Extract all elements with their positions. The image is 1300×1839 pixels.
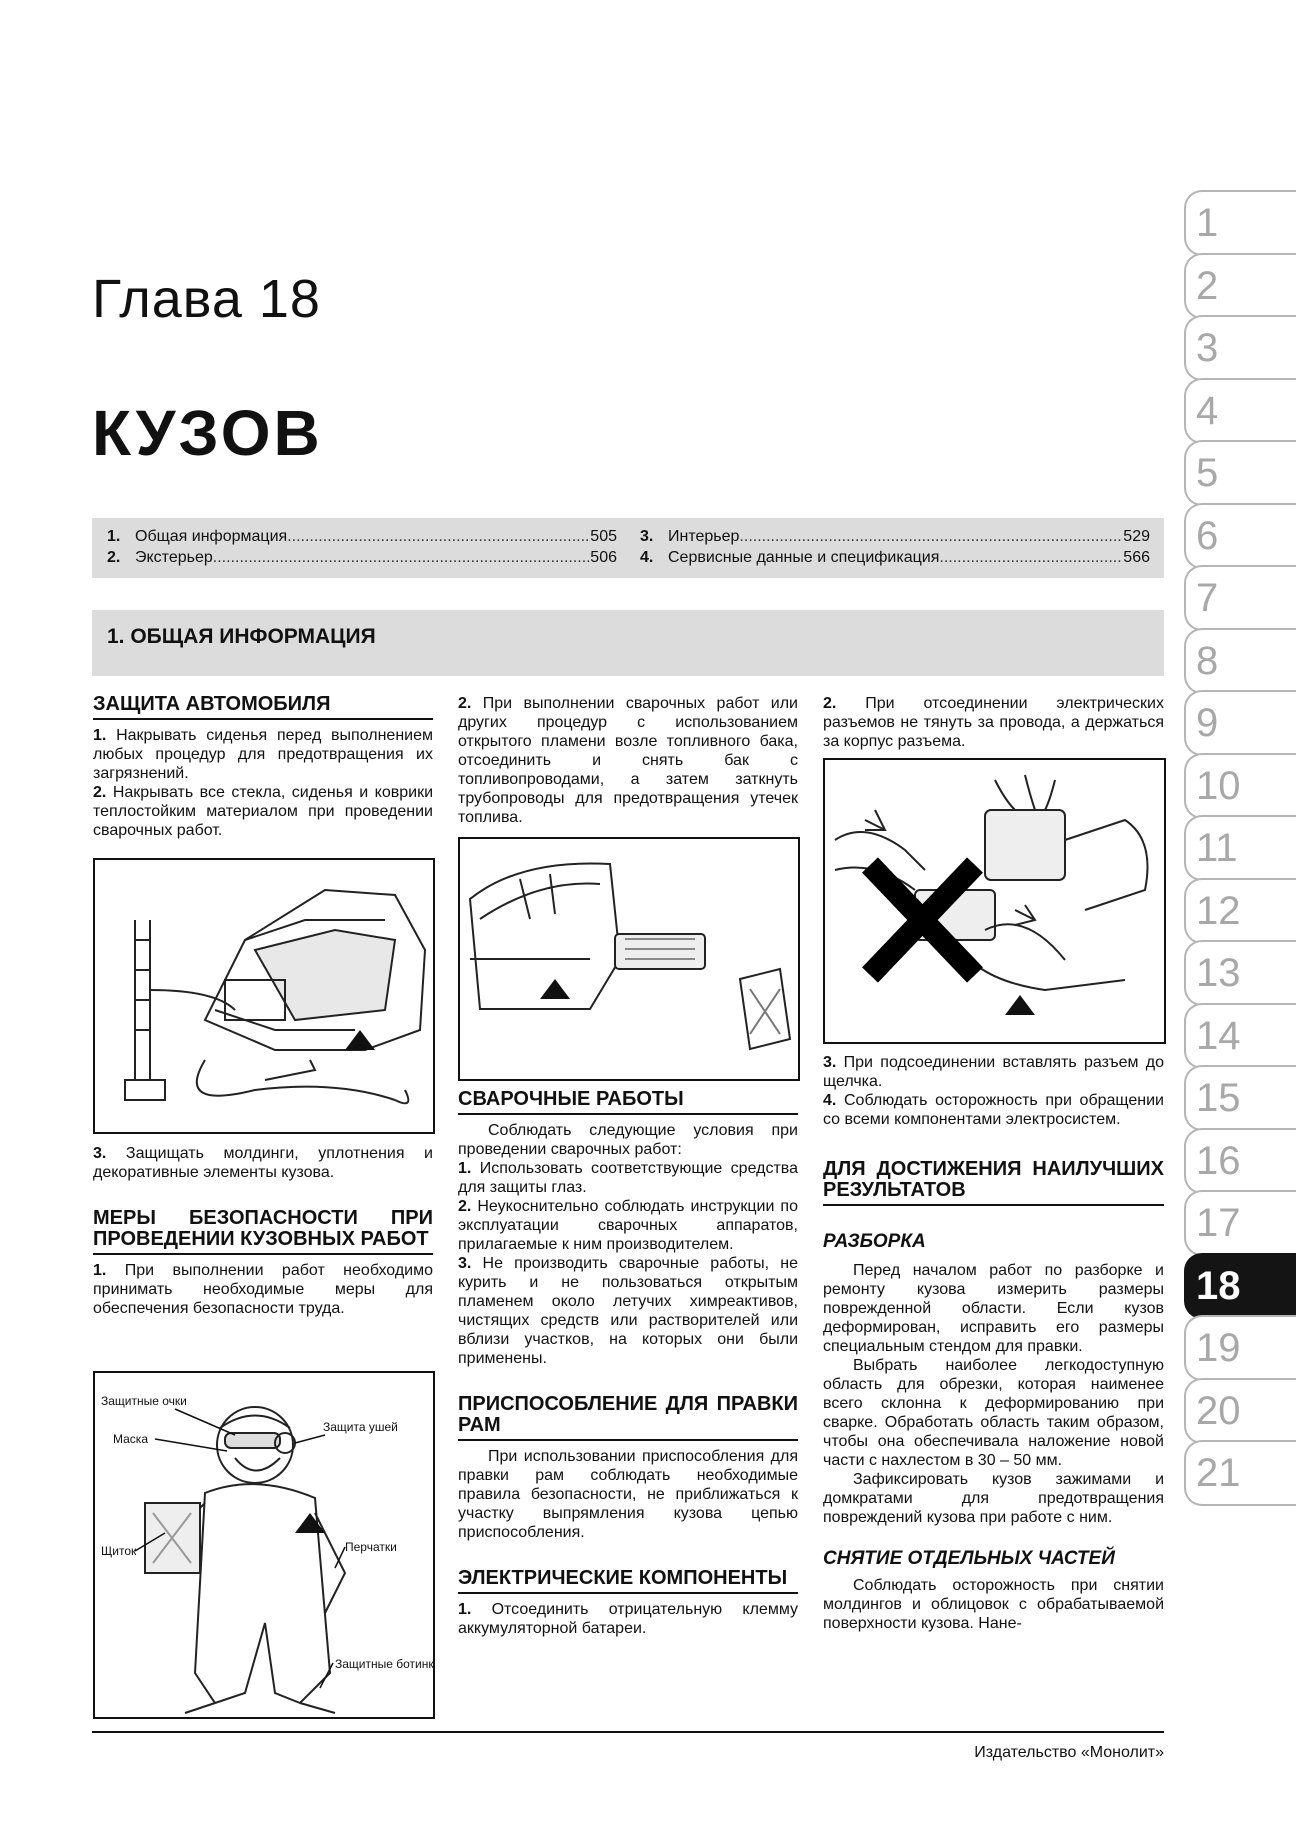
chapter-tab-2[interactable]: 2 <box>1184 253 1296 319</box>
column-1-continued <box>93 1144 433 1318</box>
heading-electrical: ЭЛЕКТРИЧЕСКИЕ КОМПОНЕНТЫ <box>458 1568 798 1594</box>
figure-frame-connector <box>823 758 1166 1044</box>
chapter-tab-4[interactable]: 4 <box>1184 378 1296 444</box>
monolit-logo-icon <box>1005 995 1035 1015</box>
chapter-tab-1[interactable]: 1 <box>1184 190 1296 256</box>
table-of-contents <box>92 518 1164 578</box>
paragraph: 2. При выполнении сварочных работ или других процедур с использованием открытого пламени возле топливного бака, отсоединить и снять бак с топливопроводами, а затем заткнуть трубопроводы для предотвращения утечек топлива. <box>458 695 798 826</box>
heading-welding: СВАРОЧНЫЕ РАБОТЫ <box>458 1089 798 1115</box>
chapter-tab-9[interactable]: 9 <box>1184 690 1296 756</box>
paragraph: 1. Накрывать сиденья перед выполнением любых процедур для предотвращения их загрязнений. <box>93 727 433 782</box>
chapter-tab-11[interactable]: 11 <box>1184 815 1296 881</box>
figure-frame-fuel-tank <box>458 837 800 1081</box>
toc-item[interactable]: 4. Сервисные данные и спецификация ..... 566 <box>640 549 1150 567</box>
chapter-tab-20[interactable]: 20 <box>1184 1378 1296 1444</box>
toc-item[interactable]: 2. Экстерьер ..... 506 <box>107 549 617 567</box>
publisher-name: Издательство «Монолит» <box>974 1744 1164 1761</box>
column-3-continued <box>823 1053 1164 1633</box>
label-shield: Щиток <box>101 1544 137 1558</box>
chapter-label: Глава 18 <box>92 269 321 329</box>
chapter-tab-21[interactable]: 21 <box>1184 1440 1296 1506</box>
section-title: 1. ОБЩАЯ ИНФОРМАЦИЯ <box>107 625 376 648</box>
label-boots: Защитные ботинки <box>335 1657 433 1671</box>
paragraph: 1. Отсоединить отрицательную клемму аккумуляторной батареи. <box>458 1601 798 1637</box>
chapter-tab-8[interactable]: 8 <box>1184 628 1296 694</box>
paragraph: Перед началом работ по разборке и ремонту кузова измерить размеры поврежденной области. Если кузов деформирован, исправить его размеры специальным стендом для правки. <box>823 1262 1164 1355</box>
paragraph: 3. Не производить сварочные работы, не курить и не пользоваться открытым пламенем около летучих химреактивов, чистящих средств или растворителей или вблизи участков, на которых они были применены. <box>458 1255 798 1367</box>
subheading-removing-parts: СНЯТИЕ ОТДЕЛЬНЫХ ЧАСТЕЙ <box>823 1548 1115 1569</box>
chapter-tab-14[interactable]: 14 <box>1184 1003 1296 1069</box>
heading-safety-measures: МЕРЫ БЕЗОПАСНОСТИ ПРИ ПРОВЕДЕНИИ КУЗОВНЫХ РАБОТ <box>93 1208 433 1255</box>
heading-best-results: ДЛЯ ДОСТИЖЕНИЯ НАИЛУЧШИХ РЕЗУЛЬТАТОВ <box>823 1159 1164 1206</box>
chapter-tab-5[interactable]: 5 <box>1184 440 1296 506</box>
fuel-tank-removal-illustration <box>460 839 798 1079</box>
column-2 <box>458 694 798 827</box>
paragraph: 3. Защищать молдинги, уплотнения и декоративные элементы кузова. <box>93 1145 433 1181</box>
column-1 <box>93 694 433 840</box>
paragraph: 1. Использовать соответствующие средства для защиты глаз. <box>458 1160 799 1196</box>
heading-frame-straightener: ПРИСПОСОБЛЕНИЕ ДЛЯ ПРАВКИ РАМ <box>458 1394 798 1441</box>
chapter-tab-17[interactable]: 17 <box>1184 1190 1296 1256</box>
column-2-continued <box>458 1089 798 1638</box>
footer-divider <box>92 1731 1164 1733</box>
paragraph: 3. При подсоединении вставлять разъем до щелчка. <box>823 1054 1164 1090</box>
chapter-title: КУЗОВ <box>92 397 323 469</box>
monolit-logo-icon <box>540 979 570 999</box>
chapter-tab-7[interactable]: 7 <box>1184 565 1296 631</box>
paragraph: 4. Соблюдать осторожность при обращении со всеми компонентами электросистем. <box>823 1092 1164 1128</box>
paragraph: Соблюдать следующие условия при проведении сварочных работ: <box>458 1122 798 1158</box>
label-goggles: Защитные очки <box>101 1394 187 1408</box>
toc-item[interactable]: 1. Общая информация ..... 505 <box>107 528 617 546</box>
section-header <box>92 610 1164 676</box>
heading-vehicle-protection: ЗАЩИТА АВТОМОБИЛЯ <box>93 694 433 720</box>
label-ears: Защита ушей <box>323 1420 398 1434</box>
chapter-tab-18[interactable]: 18 <box>1184 1253 1296 1319</box>
chapter-tab-15[interactable]: 15 <box>1184 1065 1296 1131</box>
paragraph: 2. Накрывать все стекла, сиденья и коврики теплостойким материалом при проведении сварочных работ. <box>93 784 434 839</box>
chapter-tab-12[interactable]: 12 <box>1184 878 1296 944</box>
label-gloves: Перчатки <box>345 1540 397 1554</box>
paragraph: 2. При отсоединении электрических разъемов не тянуть за провода, а держаться за корпус разъема. <box>823 695 1164 750</box>
chapter-tab-19[interactable]: 19 <box>1184 1315 1296 1381</box>
subheading-disassembly: РАЗБОРКА <box>823 1231 926 1252</box>
chapter-tab-16[interactable]: 16 <box>1184 1128 1296 1194</box>
paragraph: При использовании приспособления для правки рам соблюдать необходимые правила безопасности, не приближаться к участку выпрямления кузова цепью приспособления. <box>458 1448 798 1541</box>
toc-item[interactable]: 3. Интерьер ..... 529 <box>640 528 1150 546</box>
paragraph: Выбрать наиболее легкодоступную область для обрезки, которая наименее всего склонна к деформированию при сварке. Обработать область таким образом, чтобы она обеспечивала наложение новой части с нахлестом в 30 – 50 мм. <box>823 1357 1164 1469</box>
paragraph: 2. Неукоснительно соблюдать инструкции по эксплуатации сварочных аппаратов, прилагаемые к ним производителем. <box>458 1198 798 1253</box>
column-3 <box>823 694 1164 751</box>
paragraph: Соблюдать осторожность при снятии молдингов и облицовок с обрабатываемой поверхности кузова. Нане- <box>823 1577 1164 1632</box>
monolit-logo-icon <box>345 1030 375 1050</box>
chapter-tab-10[interactable]: 10 <box>1184 753 1296 819</box>
car-on-frame-stand-illustration <box>95 860 433 1132</box>
paragraph: Зафиксировать кузов зажимами и домкратами для предотвращения повреждений кузова при работе с ним. <box>823 1471 1164 1526</box>
figure-frame-protective-gear <box>93 1371 435 1719</box>
label-mask: Маска <box>113 1432 148 1446</box>
chapter-tab-3[interactable]: 3 <box>1184 315 1296 381</box>
figure-frame-straightening <box>93 858 435 1134</box>
chapter-tab-13[interactable]: 13 <box>1184 940 1296 1006</box>
worker-protective-gear-illustration <box>95 1373 433 1717</box>
chapter-tab-6[interactable]: 6 <box>1184 503 1296 569</box>
connector-disconnect-illustration <box>825 760 1164 1042</box>
paragraph: 1. При выполнении работ необходимо принимать необходимые меры для обеспечения безопасности труда. <box>93 1262 433 1317</box>
